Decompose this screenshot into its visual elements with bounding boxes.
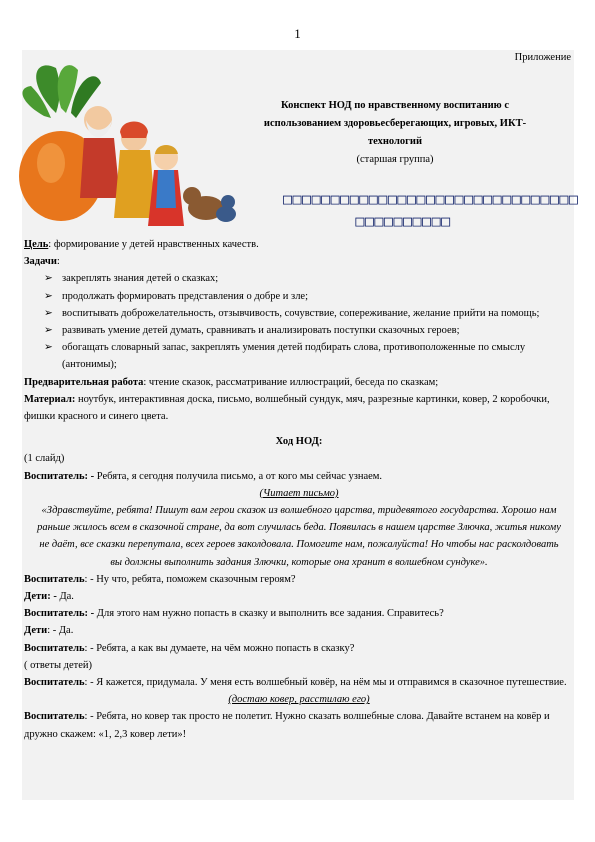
dialogue-line (24, 605, 574, 622)
speaker-label: Воспитатель (24, 642, 85, 654)
group-label: (старшая группа) (356, 154, 434, 165)
page-number: 1 (294, 26, 301, 41)
speaker-label: Воспитатель: - (24, 470, 95, 482)
dialogue-line (24, 708, 574, 742)
material-text: ноутбук, интерактивная доска, письмо, волшебный сундук, мяч, разрезные картинки, ковер, 2 коробочки, фишки красного и синего цвета. (24, 393, 550, 423)
task-text: продолжать формировать представления о добре и зле; (62, 290, 309, 302)
garbled-title-line-1: □□□□□□□□□□□□□□□□□□□□□□□□□□□□□□□ (283, 190, 579, 208)
tasks-heading (24, 253, 574, 270)
title-line-2: использованием здоровьесберегающих, игровых, ИКТ- (263, 118, 527, 129)
slide-label: (1 слайд) (24, 453, 65, 465)
appendix-label: Приложение (514, 52, 571, 63)
speaker-label: Воспитатель (24, 573, 85, 585)
garbled-title-line-2: □□□□□□□□□□ (355, 212, 451, 230)
dialogue-text: (Читает письмо) (259, 487, 339, 499)
task-text: закреплять знания детей о сказках; (62, 273, 219, 285)
material-label: Материал: (24, 393, 76, 405)
dialogue-text: (достаю ковер, расстилаю его) (228, 694, 370, 706)
dialogue-line (24, 640, 574, 657)
course-heading: Ход НОД: (275, 436, 323, 448)
preliminary-label: Предварительная работа (24, 376, 144, 388)
speaker-label: Дети: - (24, 591, 57, 603)
tasks-colon: : (56, 256, 60, 268)
arrow-bullet-icon: ➢ (44, 307, 53, 319)
dialogue-text: Ребята, я сегодня получила письмо, а от кого мы сейчас узнаем. (94, 470, 383, 482)
arrow-bullet-icon: ➢ (44, 342, 53, 354)
stage-direction (24, 691, 574, 708)
dialogue (24, 468, 574, 743)
dialogue-line (24, 571, 574, 588)
dialogue-line (24, 657, 574, 674)
speaker-label: Воспитатель: - (24, 608, 95, 620)
dialogue-text: : - Да. (47, 625, 74, 637)
tasks-label: Задачи (24, 256, 57, 268)
speaker-label: Воспитатель (24, 711, 85, 723)
dialogue-line (24, 674, 574, 691)
dialogue-line (24, 468, 574, 485)
list-item (44, 305, 574, 322)
goal-paragraph (24, 236, 574, 253)
dialogue-line (24, 588, 574, 605)
task-list (24, 270, 574, 373)
list-item (44, 288, 574, 305)
speaker-label: Воспитатель (24, 677, 85, 689)
task-text: развивать умение детей думать, сравнивать и анализировать поступки сказочных героев; (62, 325, 460, 337)
dialogue-line (24, 622, 574, 639)
task-text: воспитывать доброжелательность, отзывчивость, сочувствие, сопереживание, желание прийти на помощь; (62, 307, 540, 319)
list-item (44, 322, 574, 339)
title-line-1: Конспект НОД по нравственному воспитанию с (281, 100, 509, 111)
goal-label: Цель (24, 239, 49, 250)
dialogue-text: Для этого нам нужно попасть в сказку и выполнить все задания. Справитесь? (94, 608, 444, 620)
dialogue-text: : - Я кажется, придумала. У меня есть волшебный ковёр, на нём мы и отправимся в сказочное путешествие. (84, 677, 567, 689)
dialogue-text: ( ответы детей) (24, 659, 93, 671)
title-block (245, 97, 545, 169)
dialogue-text: : - Ребята, но ковер так просто не полетит. Нужно сказать волшебные слова. Давайте встанем на ковёр и дружно скажем: «1, 2,3 ковер лети»! (24, 711, 550, 740)
list-item (44, 270, 574, 287)
dialogue-text: Да. (56, 591, 74, 603)
dialogue-text: : - Ребята, а как вы думаете, на чём можно попасть в сказку? (84, 642, 355, 654)
body-text (24, 236, 574, 743)
turnip-tale-icon (16, 58, 241, 228)
preliminary-paragraph (24, 374, 574, 391)
preliminary-text: : чтение сказок, рассматривание иллюстраций, беседа по сказкам; (143, 376, 439, 388)
arrow-bullet-icon: ➢ (44, 325, 53, 337)
stage-direction (24, 485, 574, 502)
arrow-bullet-icon: ➢ (44, 273, 53, 285)
goal-text: : формирование у детей нравственных качеств. (48, 239, 259, 250)
material-paragraph (24, 391, 574, 425)
letter-text (24, 502, 574, 571)
speaker-label: Дети (24, 625, 48, 637)
task-text: обогащать словарный запас, закреплять умения детей подбирать слова, противоположенные по смыслу (антонимы); (62, 342, 526, 371)
title-line-3: технологий (367, 136, 423, 147)
arrow-bullet-icon: ➢ (44, 290, 53, 302)
dialogue-text: : - Ну что, ребята, поможем сказочным героям? (84, 573, 296, 585)
list-item (44, 339, 574, 373)
dialogue-text: «Здравствуйте, ребята! Пишут вам герои сказок из волшебного царства, тридевятого государства. Хорошо нам раньше жилось всем в сказочной стране, да вот случилась беда. Появилась в нашем царстве Злючка, житья никому не даёт, все сказки перепутала, всех героев заколдовала. Помогите нам, пожалуйста! Но чтобы нас расколдовать вы должны выполнить задания Злючки, которые она хранит в волшебном сундуке». (37, 505, 561, 568)
